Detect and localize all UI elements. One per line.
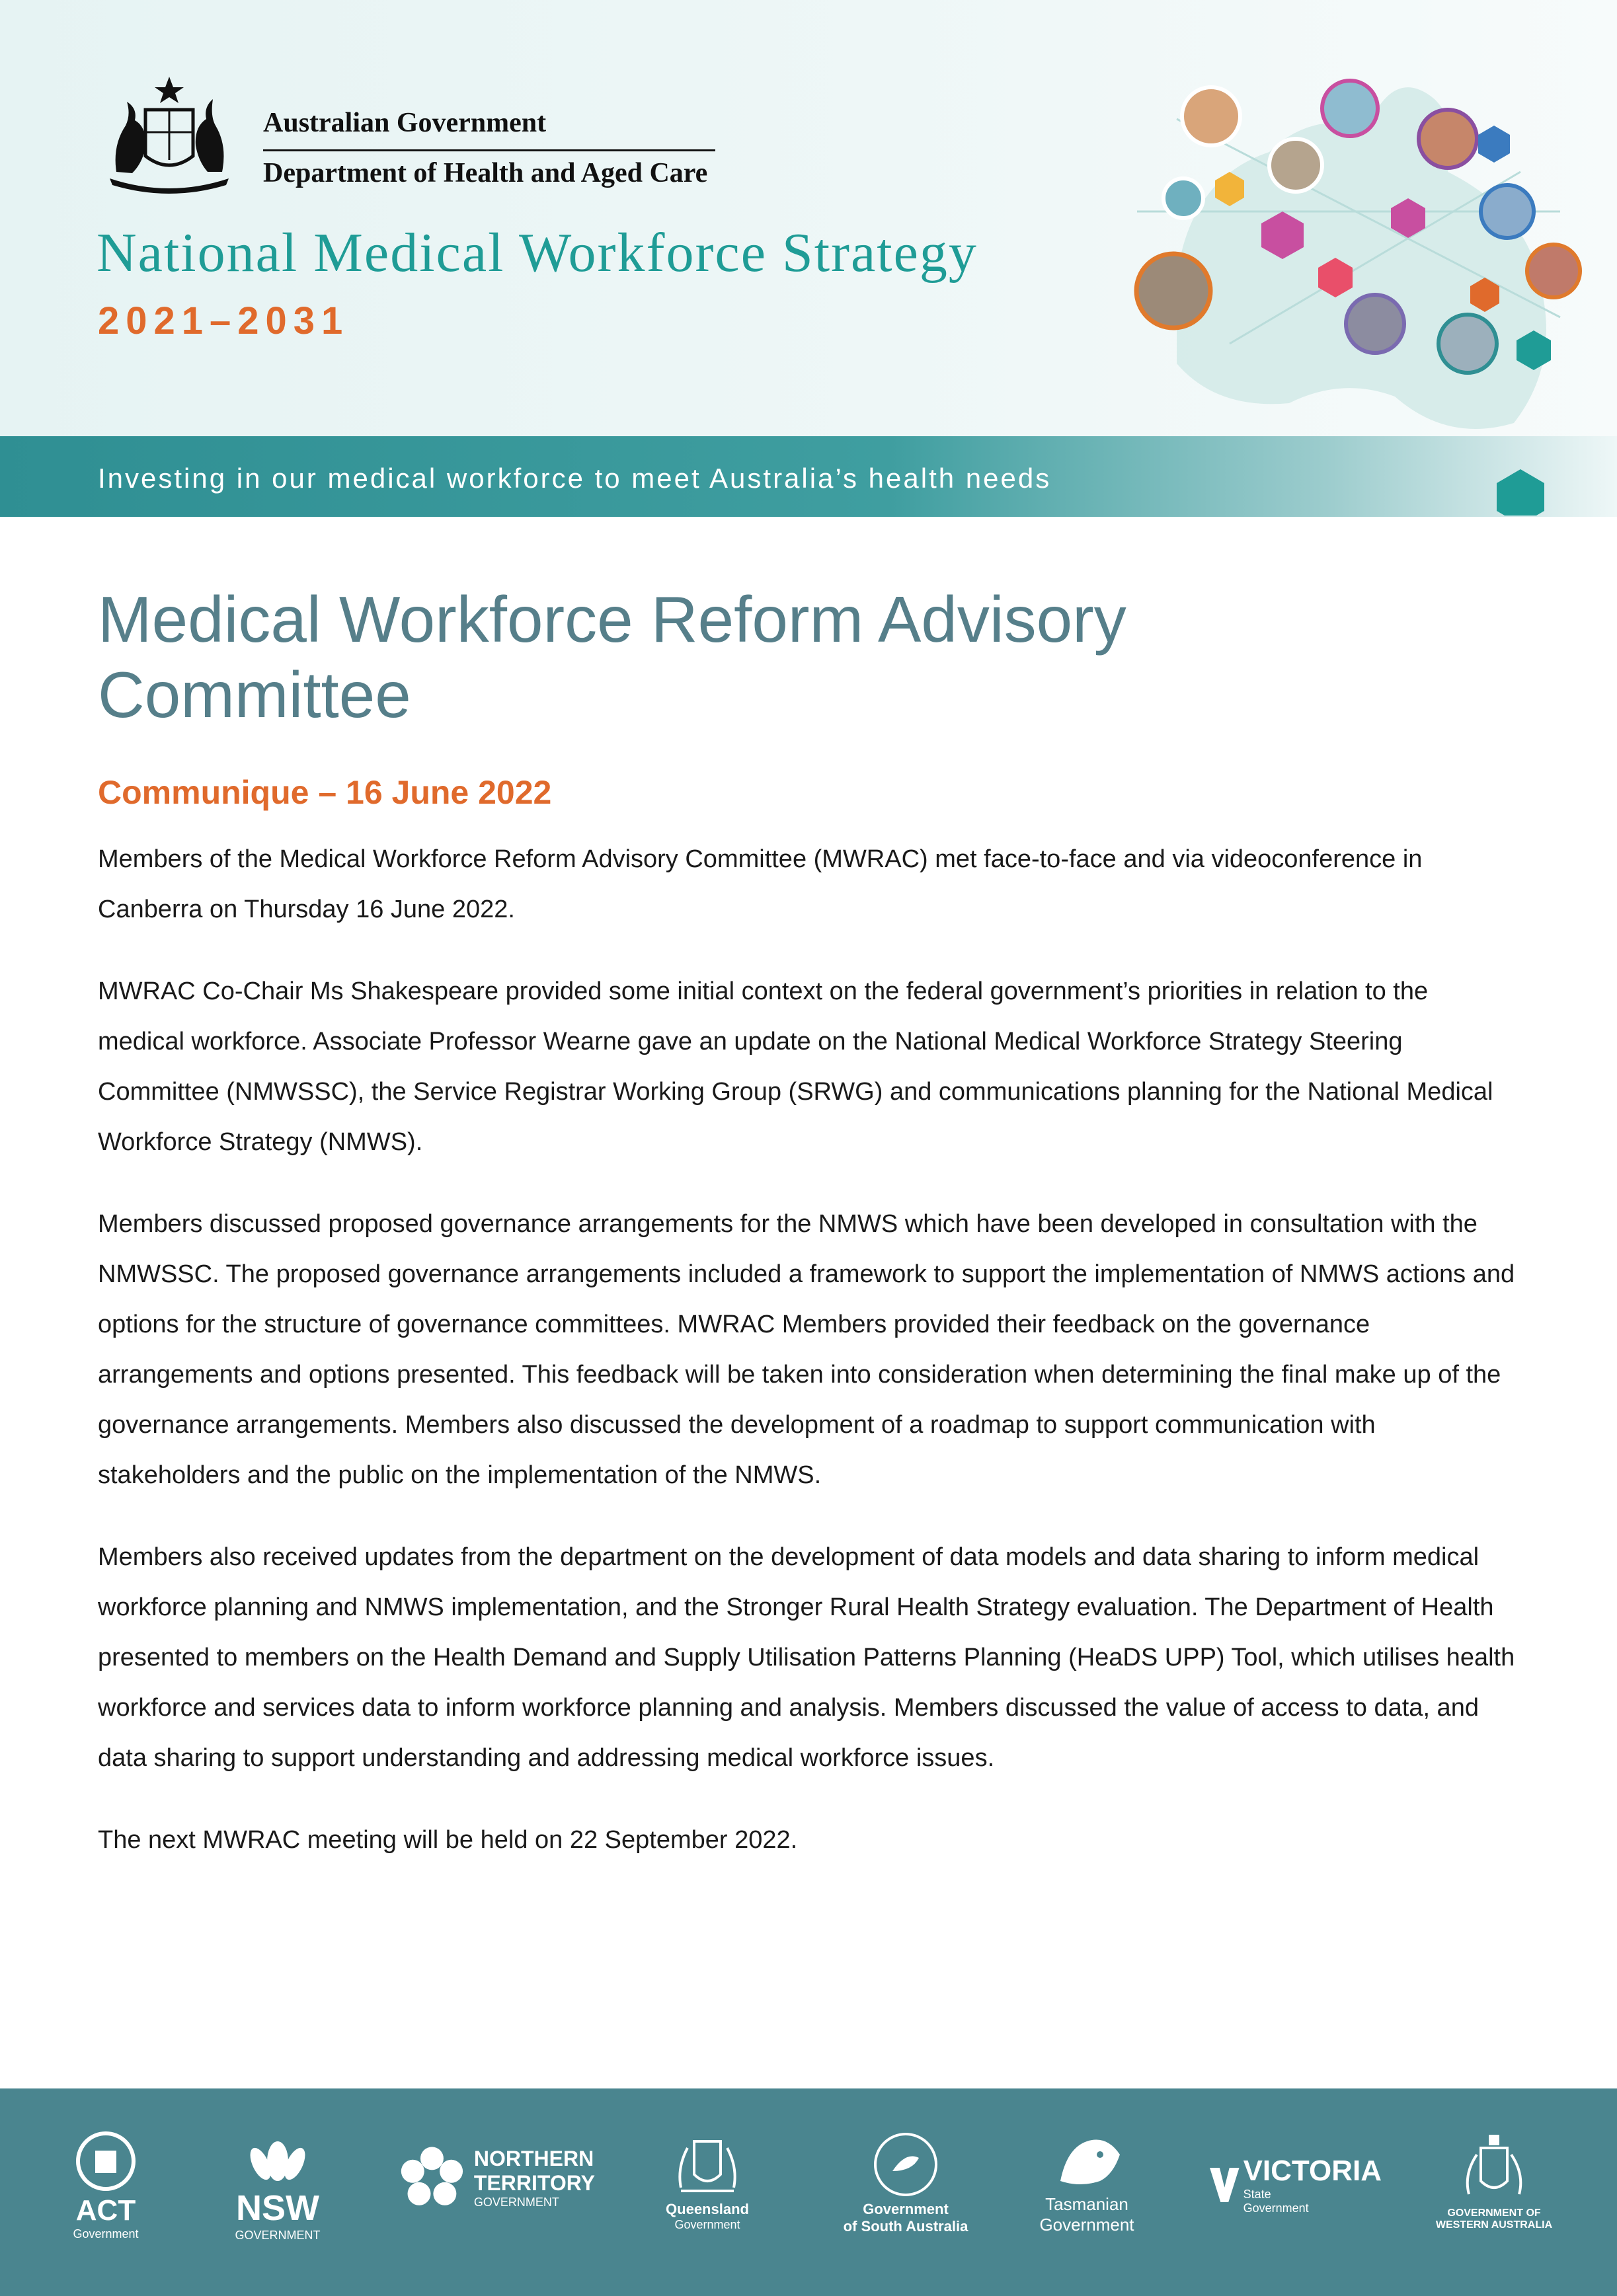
photo-circle-icon xyxy=(1481,185,1534,238)
qld-government-logo xyxy=(628,2128,787,2254)
sa-government-logo xyxy=(820,2128,992,2254)
vic-logo-line1: State xyxy=(1243,2188,1271,2201)
waratah-icon xyxy=(238,2128,317,2188)
wa-crest-icon xyxy=(1454,2128,1534,2207)
photo-circle-icon xyxy=(1269,139,1322,192)
desert-rose-icon xyxy=(397,2141,467,2214)
photo-circle-icon xyxy=(1527,245,1580,297)
act-government-logo xyxy=(26,2128,185,2254)
photo-circle-icon xyxy=(1322,81,1378,136)
document-body xyxy=(98,834,1519,1897)
act-logo-sub: Government xyxy=(73,2227,139,2240)
sa-logo-line2: of South Australia xyxy=(843,2218,968,2235)
body-paragraph: Members of the Medical Workforce Reform Advisory Committee (MWRAC) met face-to-face and via videoconference in Canberra on Thursday 16 June 2022. xyxy=(98,845,1423,923)
body-paragraph: MWRAC Co-Chair Ms Shakespeare provided some initial context on the federal government’s priorities in relation to the medical workforce. Associate Professor Wearne gave an update on the National Medical Workforce Strategy Steering Committee (NMWSSC), the Service Registrar Working Group (SRWG) and communications planning for the National Medical Workforce Strategy (NMWS). xyxy=(98,977,1493,1156)
body-paragraph: The next MWRAC meeting will be held on 22 September 2022. xyxy=(98,1826,798,1854)
wa-logo-line2: WESTERN AUSTRALIA xyxy=(1435,2219,1553,2231)
document-title: Medical Workforce Reform Advisory Committee xyxy=(98,583,1126,731)
photo-circle-icon xyxy=(1346,295,1404,353)
photo-circle-icon xyxy=(1136,254,1210,328)
nsw-logo-sub: GOVERNMENT xyxy=(235,2229,321,2242)
coat-of-arms-icon xyxy=(90,73,249,198)
photo-circle-icon xyxy=(1419,110,1477,168)
strategy-years: 2021–2031 xyxy=(98,299,350,342)
qld-logo-line1: Queensland xyxy=(666,2201,749,2217)
sa-piping-shrike-icon xyxy=(869,2128,942,2201)
photo-circle-icon xyxy=(1163,178,1203,218)
tas-logo-line1: Tasmanian xyxy=(1045,2194,1128,2214)
act-crest-icon xyxy=(73,2128,139,2194)
wa-logo-line1: GOVERNMENT OF xyxy=(1447,2207,1541,2219)
tas-government-logo xyxy=(1007,2128,1166,2254)
body-paragraph: Members also received updates from the department on the development of data models and data sharing to inform medical workforce planning and NMWS implementation, and the Stronger Rural Health Strategy evaluation. The Department of Health presented to members on the Health Demand and Supply Utilisation Patterns Planning (HeaDS UPP) Tool, which utilises health workforce and services data to inform workforce planning and analysis. Members discussed the value of access to data, and data sharing to support understanding and addressing medical workforce issues. xyxy=(98,1543,1515,1772)
vic-logo-line2: Government xyxy=(1243,2201,1309,2215)
body-paragraph: Members discussed proposed governance arrangements for the NMWS which have been developed in consultation with the NMWSSC. The proposed governance arrangements included a framework to support the implementation of NMWS actions and options for the structure of governance committees. MWRAC Members provided their feedback on the governance arrangements and options presented. This feedback will be taken into consideration when determining the final make up of the governance arrangements. Members also discussed the development of a roadmap to support communication with stakeholders and the public on the implementation of the NMWS. xyxy=(98,1210,1515,1489)
tagline-text: Investing in our medical workforce to meet Australia’s health needs xyxy=(98,463,1052,494)
photo-circle-icon xyxy=(1439,315,1497,373)
nsw-logo-main: NSW xyxy=(236,2188,319,2228)
nt-logo-line3: GOVERNMENT xyxy=(473,2195,559,2209)
qld-logo-line2: Government xyxy=(674,2218,740,2231)
wa-government-logo xyxy=(1408,2128,1580,2254)
tasmanian-devil-icon xyxy=(1047,2128,1126,2194)
tas-logo-line2: Government xyxy=(1039,2215,1134,2235)
gov-divider xyxy=(263,149,715,151)
vic-logo-main: VICTORIA xyxy=(1243,2155,1382,2187)
communique-date: Communique – 16 June 2022 xyxy=(98,774,552,811)
nt-government-logo xyxy=(397,2128,595,2254)
sa-logo-line1: Government xyxy=(863,2201,949,2217)
nt-logo-line2: TERRITORY xyxy=(473,2170,595,2195)
nt-logo-line1: NORTHERN xyxy=(473,2146,594,2170)
act-logo-main: ACT xyxy=(75,2194,136,2227)
department-name: Department of Health and Aged Care xyxy=(263,158,708,188)
qld-crest-icon xyxy=(668,2128,747,2201)
vic-government-logo xyxy=(1210,2128,1382,2254)
strategy-title: National Medical Workforce Strategy xyxy=(97,222,978,284)
gov-title: Australian Government xyxy=(263,108,547,138)
victoria-v-icon xyxy=(1210,2162,1240,2208)
health-workforce-collage xyxy=(1097,40,1600,516)
photo-circle-icon xyxy=(1182,87,1240,145)
nsw-government-logo xyxy=(198,2128,357,2254)
